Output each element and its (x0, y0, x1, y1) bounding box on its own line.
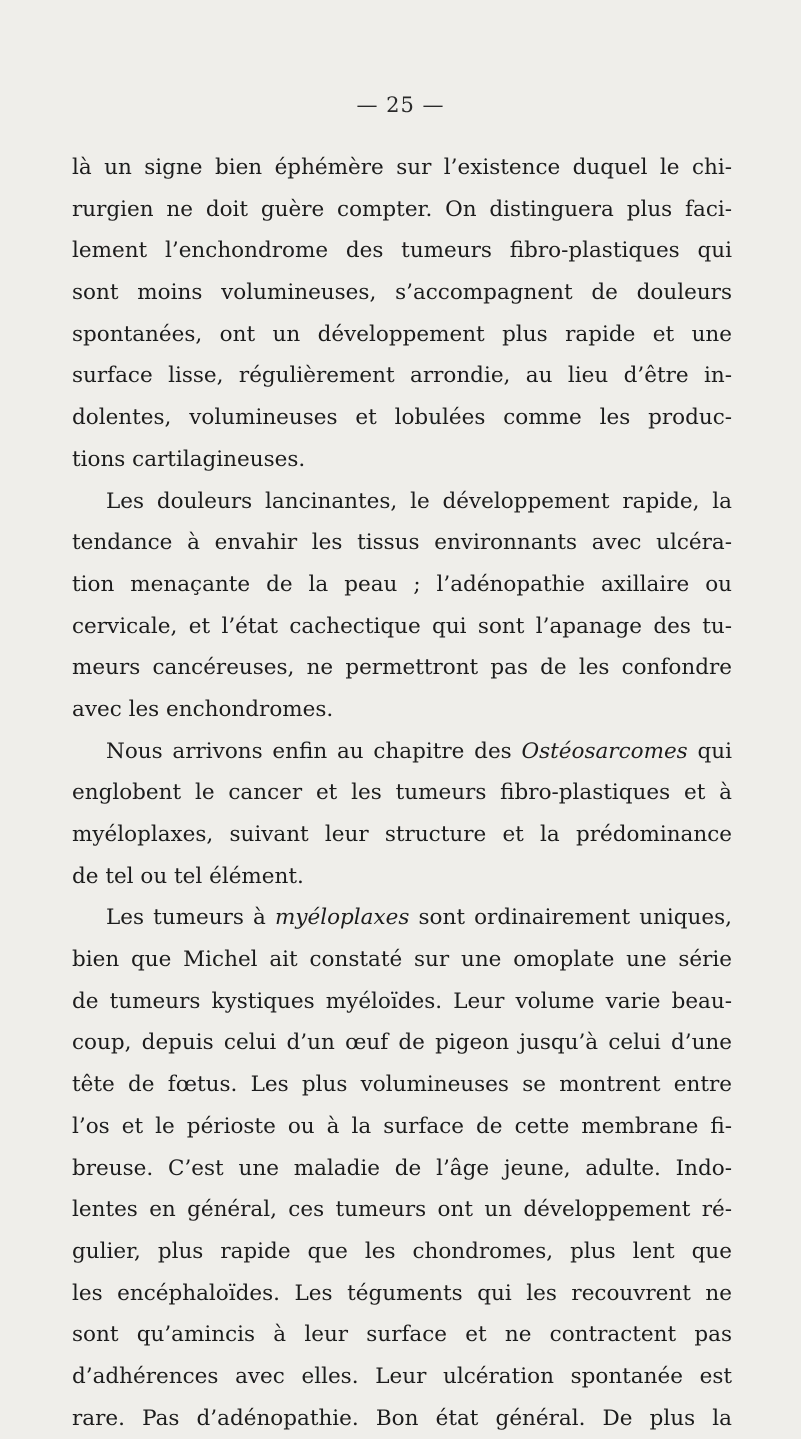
text-line: sont moins volumineuses, s’accompagnent de douleurs (72, 280, 732, 306)
text-line: lement l’enchondrome des tumeurs fibro-plastiques qui (72, 238, 732, 264)
text-line: bien que Michel ait constaté sur une omoplate une série (72, 947, 732, 973)
text-segment: Nous arrivons enfin au chapitre des (106, 738, 522, 764)
text-line: les encéphaloïdes. Les téguments qui les recouvrent ne (72, 1280, 732, 1306)
text-line: sont qu’amincis à leur surface et ne contractent pas (72, 1322, 732, 1348)
text-line: dolentes, volumineuses et lobulées comme les produc- (72, 405, 732, 431)
text-line: tête de fœtus. Les plus volumineuses se montrent entre (72, 1072, 732, 1098)
text-line: de tel ou tel élément. (72, 863, 304, 889)
text-line: de tumeurs kystiques myéloïdes. Leur volume varie beau- (72, 988, 732, 1014)
text-segment: qui (687, 738, 732, 764)
italic-term: myéloplaxes (274, 905, 410, 931)
text-line (72, 731, 732, 773)
text-line: tions cartilagineuses. (72, 446, 306, 472)
text-line: l’os et le périoste ou à la surface de cette membrane fi- (72, 1113, 732, 1139)
text-line: coup, depuis celui d’un œuf de pigeon jusqu’à celui d’une (72, 1030, 732, 1056)
text-line (72, 897, 732, 939)
text-line: breuse. C’est une maladie de l’âge jeune, adulte. Indo- (72, 1155, 732, 1181)
text-segment: sont ordinairement uniques, (409, 905, 732, 931)
italic-term: Ostéosarcomes (521, 738, 688, 764)
page-number: — 25 — (356, 93, 445, 117)
text-line: lentes en général, ces tumeurs ont un développement ré- (72, 1197, 732, 1223)
body-text (72, 147, 732, 1439)
text-line: tion menaçante de la peau ; l’adénopathie axillaire ou (72, 571, 732, 597)
text-line: surface lisse, régulièrement arrondie, au lieu d’être in- (72, 363, 732, 389)
text-line: rare. Pas d’adénopathie. Bon état général. De plus la (72, 1405, 732, 1431)
text-segment: Les tumeurs à (106, 905, 275, 931)
text-line: myéloplaxes, suivant leur structure et la prédominance (72, 822, 732, 847)
text-line: là un signe bien éphémère sur l’existence duquel le chi- (72, 155, 732, 180)
text-line: englobent le cancer et les tumeurs fibro-plastiques et à (72, 780, 732, 806)
text-line: gulier, plus rapide que les chondromes, plus lent que (72, 1238, 732, 1264)
text-line: tendance à envahir les tissus environnants avec ulcéra- (72, 530, 732, 556)
text-line: Les douleurs lancinantes, le développement rapide, la (106, 488, 732, 514)
text-line: d’adhérences avec elles. Leur ulcération spontanée est (72, 1363, 732, 1389)
text-line: meurs cancéreuses, ne permettront pas de les confondre (72, 655, 732, 681)
text-line: avec les enchondromes. (72, 696, 334, 722)
text-line: rurgien ne doit guère compter. On distinguera plus faci- (72, 196, 732, 222)
text-line: cervicale, et l’état cachectique qui sont l’apanage des tu- (72, 613, 732, 639)
text-line: spontanées, ont un développement plus rapide et une (72, 321, 732, 347)
